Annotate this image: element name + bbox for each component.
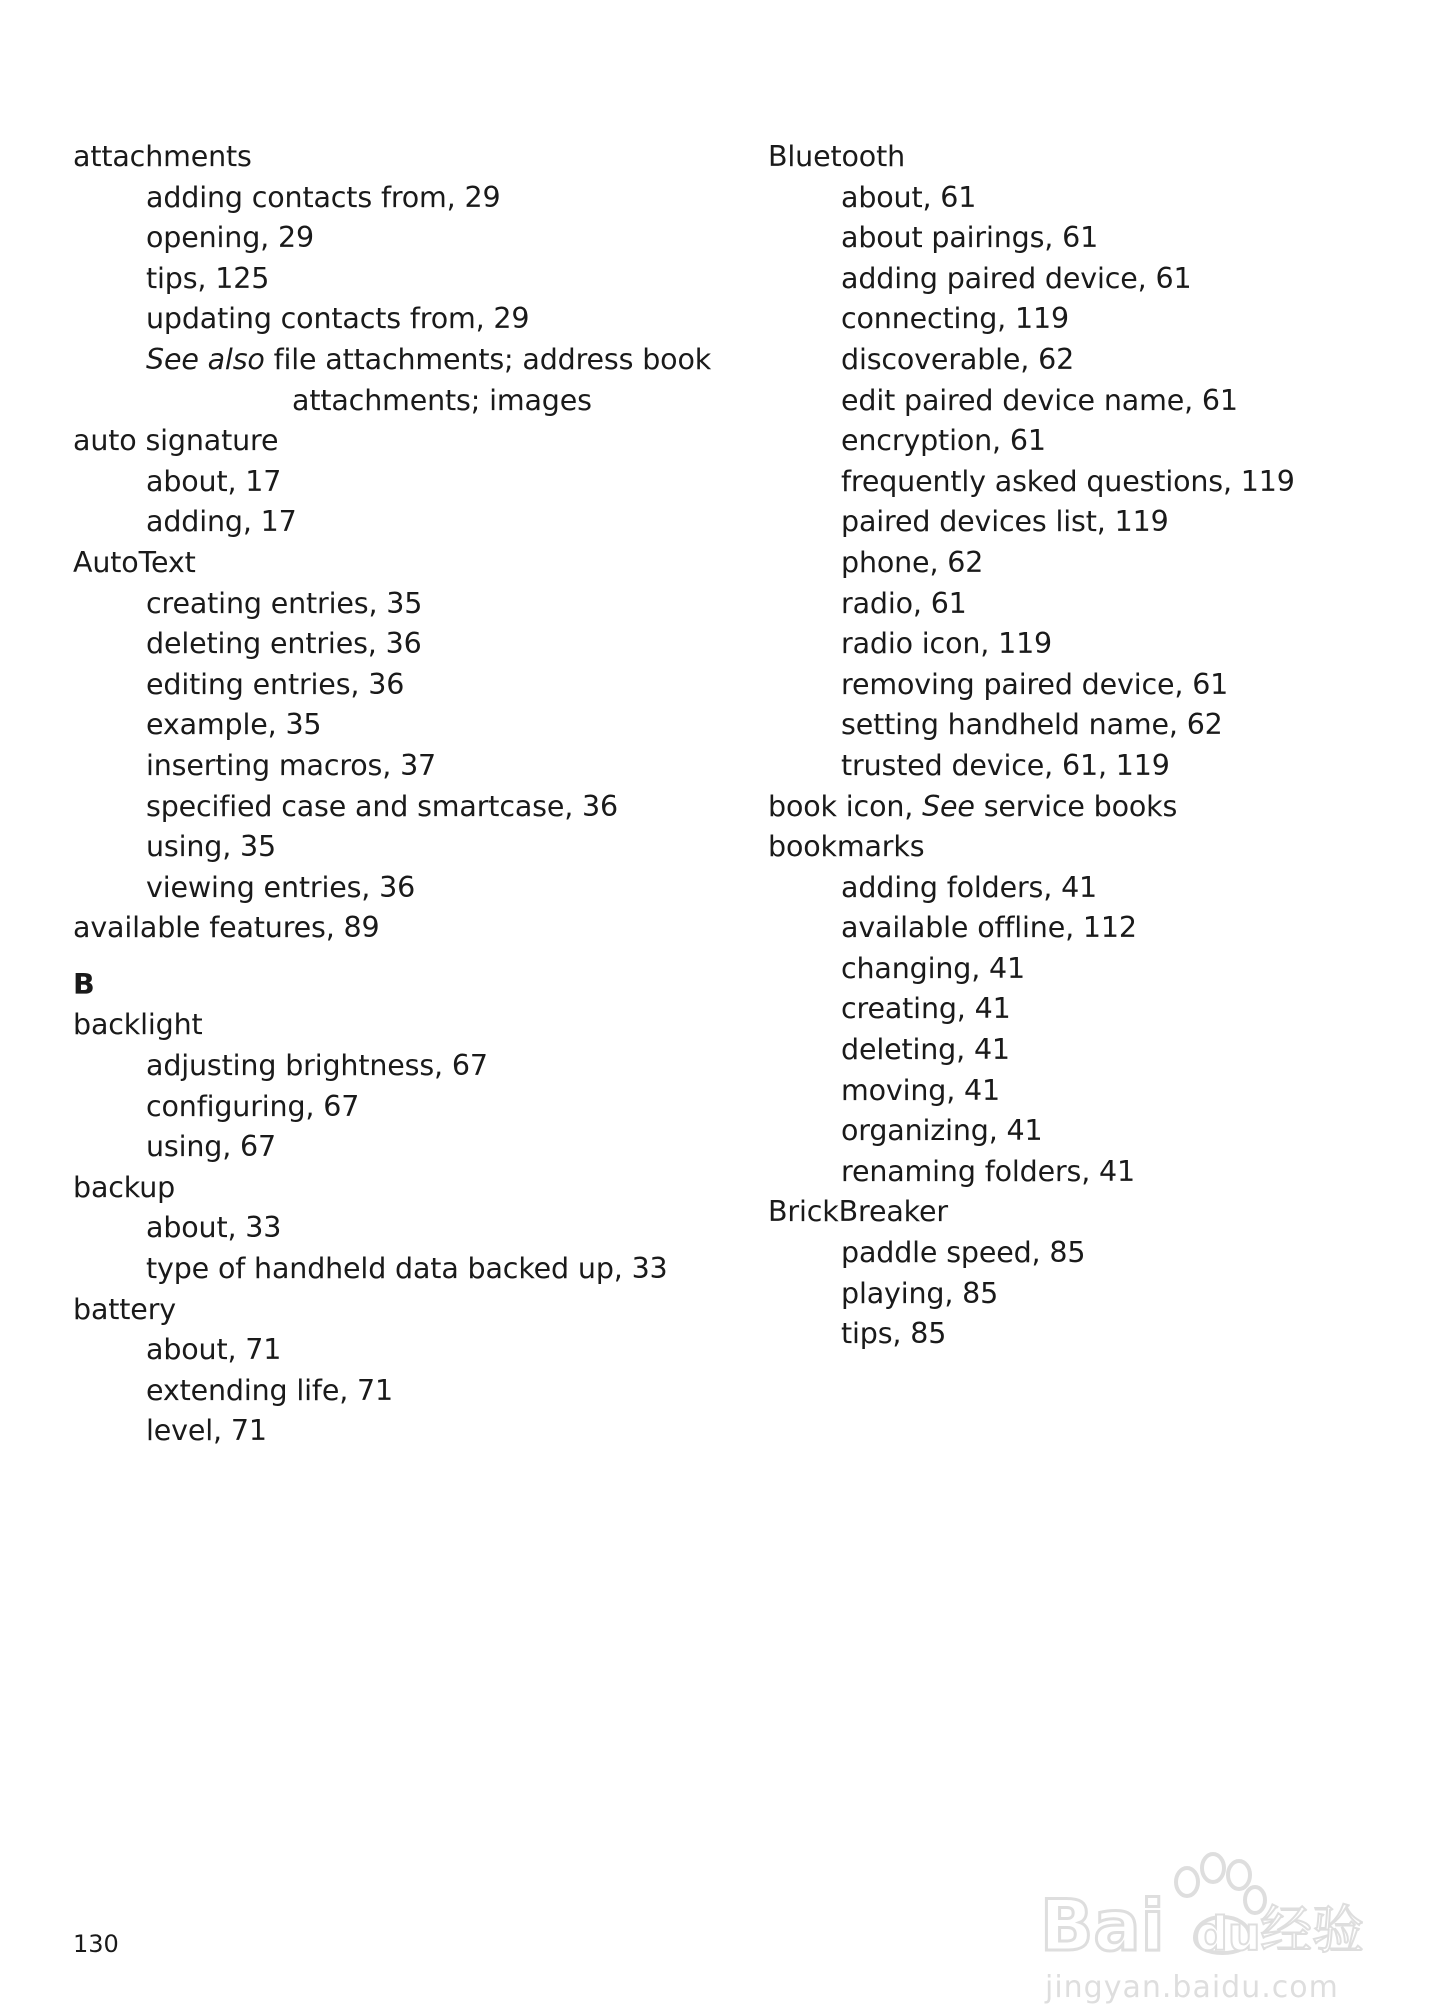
entry-text: backup: [73, 1170, 176, 1204]
entry-text: discoverable, 62: [841, 342, 1075, 376]
index-column-right: [768, 137, 1388, 1355]
baidu-jingyan-watermark: [1035, 1820, 1380, 2005]
entry-text: AutoText: [73, 545, 196, 579]
index-subentry: [73, 1371, 693, 1412]
section-letter-heading: [73, 965, 693, 1006]
entry-text: updating contacts from, 29: [146, 302, 530, 336]
index-subentry: [73, 868, 693, 909]
entry-text: about, 71: [146, 1333, 282, 1367]
index-subentry: [73, 340, 712, 381]
index-subentry: [768, 381, 1388, 422]
index-subentry: [73, 462, 693, 503]
index-subentry: [73, 1411, 693, 1452]
index-subentry: [768, 1314, 1388, 1355]
entry-text: book icon,: [768, 789, 923, 823]
index-subentry: [73, 705, 693, 746]
index-subentry: [73, 1249, 693, 1290]
entry-text: Bluetooth: [768, 140, 906, 173]
index-subentry: [768, 543, 1388, 584]
index-subentry: [73, 584, 693, 625]
entry-text: auto signature: [73, 424, 279, 458]
entry-text: about, 17: [146, 464, 282, 498]
entry-text: available features, 89: [73, 911, 380, 945]
index-subentry: [768, 868, 1388, 909]
watermark-url: jingyan.baidu.com: [1045, 1970, 1339, 2005]
entry-text: specified case and smartcase, 36: [146, 789, 619, 823]
index-main-entry: [73, 1168, 693, 1209]
index-subentry: [73, 1330, 693, 1371]
index-subentry: [73, 259, 693, 300]
entry-text: creating, 41: [841, 992, 1011, 1026]
entry-text: editing entries, 36: [146, 667, 405, 701]
index-main-entry: [768, 827, 1388, 868]
entry-text: renaming folders, 41: [841, 1154, 1136, 1188]
index-subentry: [73, 502, 693, 543]
index-subentry: [73, 381, 693, 422]
entry-text: inserting macros, 37: [146, 748, 437, 782]
index-subentry: [768, 989, 1388, 1030]
index-subentry: [768, 1233, 1388, 1274]
entry-text: backlight: [73, 1008, 203, 1042]
entry-text: adding contacts from, 29: [146, 180, 501, 214]
entry-text: bookmarks: [768, 830, 925, 864]
entry-text: playing, 85: [841, 1276, 999, 1310]
index-main-entry: [73, 543, 693, 584]
index-subentry: [768, 584, 1388, 625]
index-subentry: [73, 218, 693, 259]
cross-reference-label: See also: [146, 342, 265, 376]
entry-text: about pairings, 61: [841, 221, 1099, 255]
index-subentry: [768, 746, 1388, 787]
entry-text: setting handheld name, 62: [841, 708, 1223, 742]
entry-text: frequently asked questions, 119: [841, 464, 1295, 498]
index-main-entry: [73, 137, 693, 178]
index-subentry: [768, 218, 1388, 259]
entry-text: attachments: [73, 140, 252, 173]
index-main-entry: [768, 137, 1388, 178]
index-subentry: [768, 421, 1388, 462]
svg-text:经验: 经验: [1260, 1901, 1365, 1961]
entry-text: connecting, 119: [841, 302, 1069, 336]
entry-text: tips, 125: [146, 261, 270, 295]
entry-text: viewing entries, 36: [146, 870, 416, 904]
entry-text: changing, 41: [841, 951, 1026, 985]
entry-text: battery: [73, 1292, 176, 1326]
entry-text: level, 71: [146, 1414, 267, 1448]
entry-text: adding, 17: [146, 505, 297, 539]
index-subentry: [73, 827, 693, 868]
index-subentry: [768, 299, 1388, 340]
entry-text: about, 33: [146, 1211, 282, 1245]
entry-text: removing paired device, 61: [841, 667, 1229, 701]
index-subentry: [768, 665, 1388, 706]
entry-text: opening, 29: [146, 221, 314, 255]
entry-text: creating entries, 35: [146, 586, 423, 620]
entry-text: paddle speed, 85: [841, 1236, 1086, 1270]
entry-text: using, 35: [146, 830, 277, 864]
entry-text: organizing, 41: [841, 1114, 1043, 1148]
index-subentry: [768, 1071, 1388, 1112]
index-subentry: [768, 462, 1388, 503]
entry-text: B: [73, 967, 95, 1001]
index-subentry: [768, 705, 1388, 746]
entry-text: phone, 62: [841, 545, 984, 579]
entry-text: edit paired device name, 61: [841, 383, 1238, 417]
index-subentry: [768, 259, 1388, 300]
entry-text: moving, 41: [841, 1073, 1001, 1107]
index-subentry: [73, 1087, 693, 1128]
index-column-left: [73, 137, 712, 1452]
entry-text: radio icon, 119: [841, 627, 1053, 661]
index-subentry: [768, 1111, 1388, 1152]
page-number: 130: [73, 1930, 119, 1958]
index-subentry: [73, 624, 693, 665]
index-subentry: [768, 624, 1388, 665]
entry-text: BrickBreaker: [768, 1195, 948, 1229]
index-subentry: [73, 665, 693, 706]
entry-text: example, 35: [146, 708, 322, 742]
entry-text: deleting, 41: [841, 1033, 1010, 1067]
index-main-entry: [768, 1192, 1388, 1233]
entry-text: service books: [974, 789, 1178, 823]
index-subentry: [73, 178, 693, 219]
entry-text: configuring, 67: [146, 1089, 360, 1123]
index-subentry: [768, 178, 1388, 219]
index-subentry: [73, 787, 693, 828]
index-main-entry: [73, 1005, 693, 1046]
index-main-entry: [73, 421, 693, 462]
index-subentry: [73, 1127, 693, 1168]
index-subentry: [73, 1046, 693, 1087]
entry-text: available offline, 112: [841, 911, 1137, 945]
entry-text: using, 67: [146, 1130, 277, 1164]
index-main-entry: [768, 787, 1388, 828]
entry-text: trusted device, 61, 119: [841, 748, 1170, 782]
entry-text: deleting entries, 36: [146, 627, 422, 661]
entry-text: attachments; images: [292, 383, 592, 417]
index-subentry: [73, 746, 693, 787]
index-subentry: [73, 1208, 693, 1249]
index-main-entry: [73, 908, 693, 949]
index-subentry: [768, 949, 1388, 990]
entry-text: adding folders, 41: [841, 870, 1098, 904]
baidu-paw-logo-icon: [1035, 1820, 1380, 1970]
index-subentry: [768, 1030, 1388, 1071]
svg-text:du: du: [1195, 1907, 1261, 1961]
index-subentry: [73, 299, 693, 340]
index-subentry: [768, 1274, 1388, 1315]
entry-text: type of handheld data backed up, 33: [146, 1252, 668, 1286]
entry-text: radio, 61: [841, 586, 967, 620]
entry-text: adding paired device, 61: [841, 261, 1192, 295]
entry-text: paired devices list, 119: [841, 505, 1169, 539]
entry-text: file attachments; address book: [264, 342, 712, 376]
entry-text: encryption, 61: [841, 424, 1046, 458]
index-subentry: [768, 340, 1388, 381]
entry-text: tips, 85: [841, 1317, 947, 1351]
index-subentry: [768, 502, 1388, 543]
svg-text:Bai: Bai: [1040, 1885, 1165, 1967]
cross-reference-label: See: [922, 789, 975, 823]
entry-text: adjusting brightness, 67: [146, 1049, 488, 1083]
index-subentry: [768, 1152, 1388, 1193]
index-subentry: [768, 908, 1388, 949]
index-main-entry: [73, 1290, 693, 1331]
entry-text: about, 61: [841, 180, 977, 214]
entry-text: extending life, 71: [146, 1373, 393, 1407]
